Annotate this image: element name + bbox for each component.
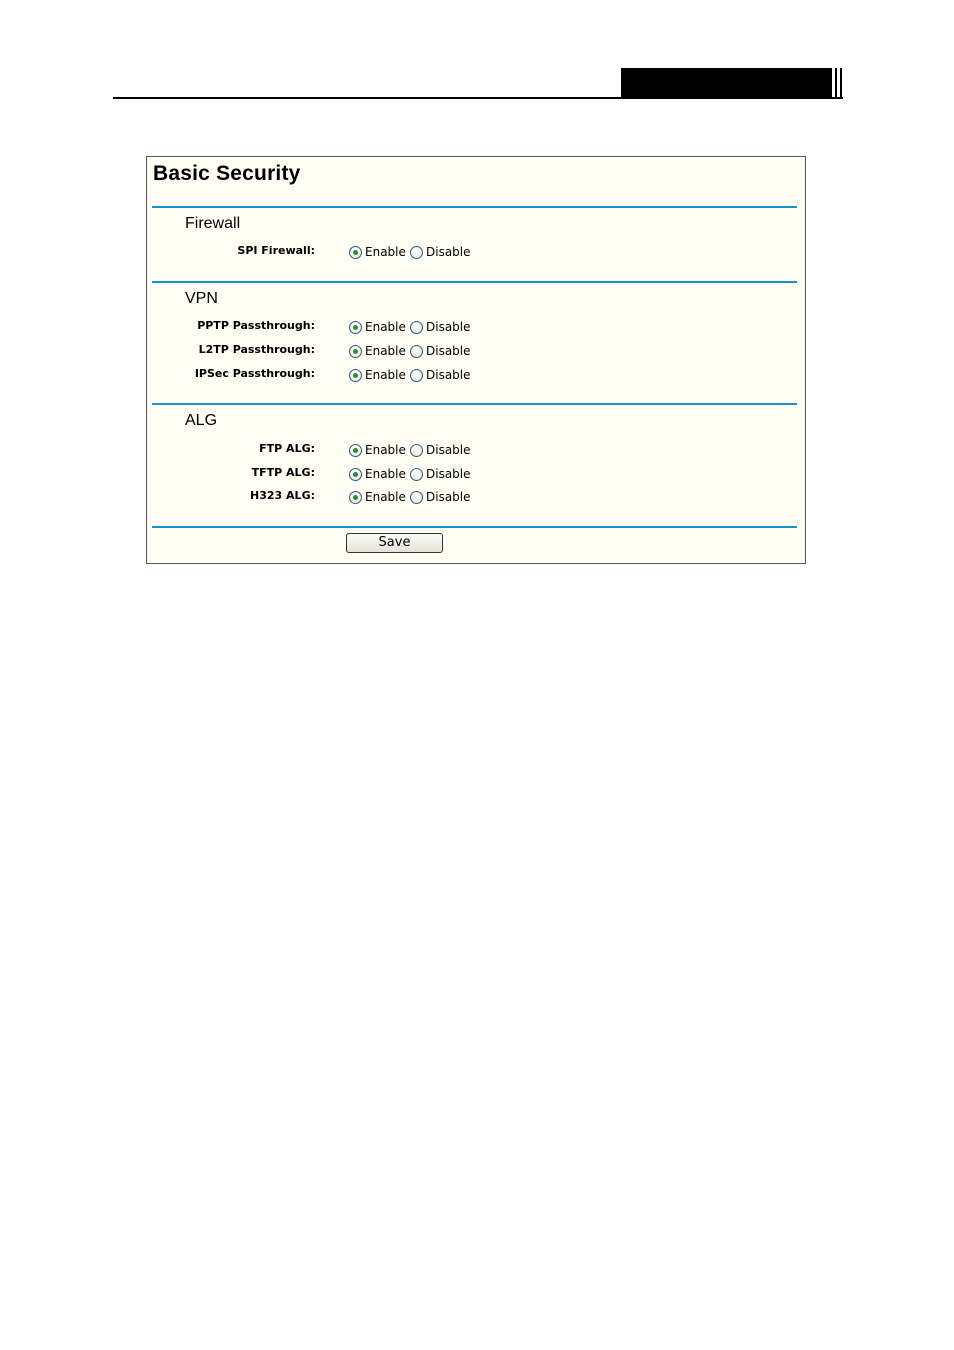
tftp-alg-disable-radio[interactable] xyxy=(410,465,471,483)
setting-label: IPSec Passthrough: xyxy=(194,367,315,380)
radio-unchecked-icon[interactable] xyxy=(410,491,423,504)
setting-row-ftp-alg xyxy=(147,441,797,459)
radio-unchecked-icon[interactable] xyxy=(410,345,423,358)
document-header-block xyxy=(621,68,832,99)
radio-unchecked-icon[interactable] xyxy=(410,246,423,259)
disable-label: Disable xyxy=(426,467,471,481)
h323-alg-disable-radio[interactable] xyxy=(410,488,471,506)
enable-label: Enable xyxy=(365,245,406,259)
setting-label: TFTP ALG: xyxy=(251,466,315,479)
radio-checked-icon[interactable] xyxy=(349,468,362,481)
basic-security-panel xyxy=(146,156,806,564)
setting-row-ipsec-passthrough xyxy=(147,366,797,384)
setting-label: H323 ALG: xyxy=(250,489,315,502)
enable-label: Enable xyxy=(365,320,406,334)
ipsec-disable-radio[interactable] xyxy=(410,366,471,384)
radio-unchecked-icon[interactable] xyxy=(410,369,423,382)
radio-checked-icon[interactable] xyxy=(349,246,362,259)
section-separator xyxy=(152,403,797,405)
disable-label: Disable xyxy=(426,320,471,334)
spi-firewall-enable-radio[interactable] xyxy=(349,243,406,261)
setting-label: L2TP Passthrough: xyxy=(198,343,315,356)
section-title-vpn: VPN xyxy=(185,290,218,307)
disable-label: Disable xyxy=(426,368,471,382)
setting-label: SPI Firewall: xyxy=(237,244,315,257)
setting-row-pptp-passthrough xyxy=(147,318,797,336)
section-separator xyxy=(152,281,797,283)
disable-label: Disable xyxy=(426,443,471,457)
section-separator xyxy=(152,526,797,528)
document-header-bar xyxy=(840,68,842,99)
enable-label: Enable xyxy=(365,443,406,457)
disable-label: Disable xyxy=(426,344,471,358)
radio-checked-icon[interactable] xyxy=(349,321,362,334)
enable-label: Enable xyxy=(365,467,406,481)
save-button[interactable]: Save xyxy=(346,533,443,553)
radio-checked-icon[interactable] xyxy=(349,345,362,358)
radio-unchecked-icon[interactable] xyxy=(410,468,423,481)
setting-label: PPTP Passthrough: xyxy=(197,319,315,332)
tftp-alg-enable-radio[interactable] xyxy=(349,465,406,483)
l2tp-enable-radio[interactable] xyxy=(349,342,406,360)
section-separator xyxy=(152,206,797,208)
radio-checked-icon[interactable] xyxy=(349,369,362,382)
section-title-alg: ALG xyxy=(185,412,218,429)
radio-checked-icon[interactable] xyxy=(349,491,362,504)
l2tp-disable-radio[interactable] xyxy=(410,342,471,360)
document-header-bar xyxy=(835,68,837,99)
ftp-alg-disable-radio[interactable] xyxy=(410,441,471,459)
setting-row-h323-alg xyxy=(147,488,797,506)
pptp-disable-radio[interactable] xyxy=(410,318,471,336)
page-title: Basic Security xyxy=(153,162,301,185)
enable-label: Enable xyxy=(365,490,406,504)
radio-unchecked-icon[interactable] xyxy=(410,321,423,334)
setting-row-tftp-alg xyxy=(147,465,797,483)
disable-label: Disable xyxy=(426,490,471,504)
radio-unchecked-icon[interactable] xyxy=(410,444,423,457)
section-title-firewall: Firewall xyxy=(185,215,241,232)
ftp-alg-enable-radio[interactable] xyxy=(349,441,406,459)
setting-label: FTP ALG: xyxy=(259,442,315,455)
pptp-enable-radio[interactable] xyxy=(349,318,406,336)
radio-checked-icon[interactable] xyxy=(349,444,362,457)
setting-row-spi-firewall xyxy=(147,243,797,261)
spi-firewall-disable-radio[interactable] xyxy=(410,243,471,261)
h323-alg-enable-radio[interactable] xyxy=(349,488,406,506)
ipsec-enable-radio[interactable] xyxy=(349,366,406,384)
disable-label: Disable xyxy=(426,245,471,259)
setting-row-l2tp-passthrough xyxy=(147,342,797,360)
enable-label: Enable xyxy=(365,368,406,382)
enable-label: Enable xyxy=(365,344,406,358)
